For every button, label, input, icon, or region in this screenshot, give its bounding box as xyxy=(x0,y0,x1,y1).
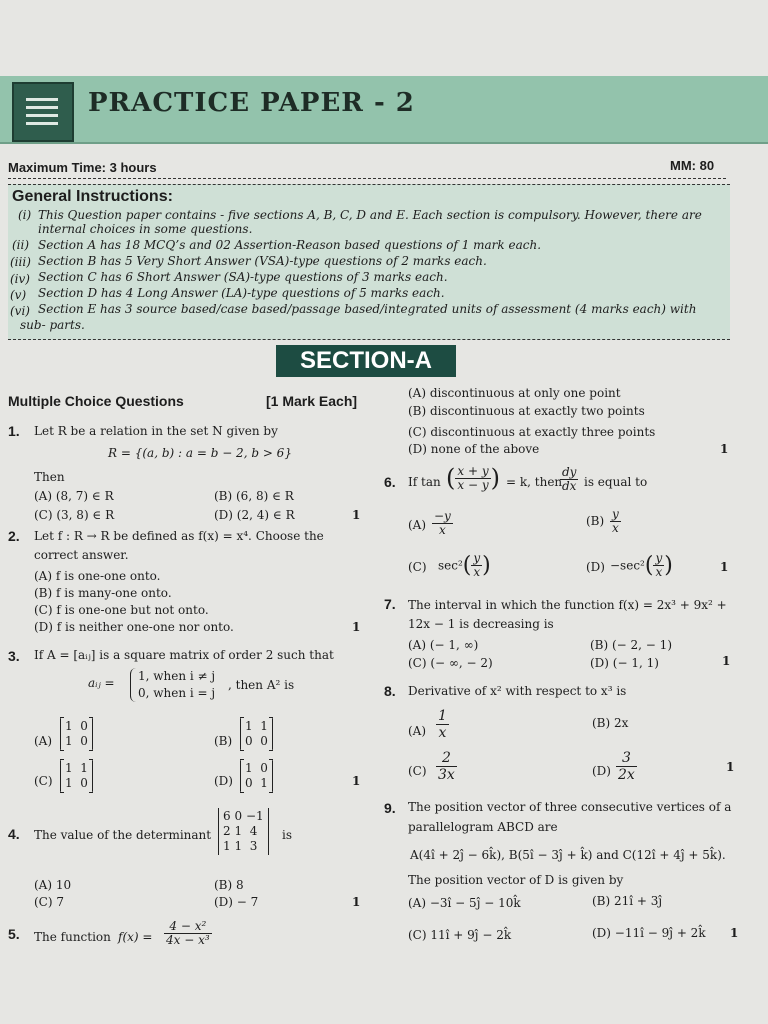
option-c: (C) (− ∞, − 2) xyxy=(408,656,493,670)
max-marks: MM: 80 xyxy=(670,158,715,173)
instruction-text: Section A has 18 MCQ’s and 02 Assertion-Reason based questions of 1 mark each. xyxy=(38,238,542,252)
tan-argument: ( $\frac{x + y}{x - y}$ ) xyxy=(446,463,500,492)
question-number: 8. xyxy=(384,683,396,699)
is-text: is xyxy=(282,828,292,842)
question-number: 3. xyxy=(8,648,20,664)
option-b: (B) 8 xyxy=(214,878,244,892)
brace xyxy=(130,668,137,702)
paper-icon xyxy=(12,82,74,142)
then-text: Then xyxy=(34,470,65,484)
option-d-label: (D) xyxy=(586,560,605,574)
option-c: (C) discontinuous at exactly three points xyxy=(408,425,656,439)
instruction-number: (i) xyxy=(18,208,32,222)
option-c-matrix: 1 1 1 0 xyxy=(60,760,93,792)
mark-value: 1 xyxy=(352,620,361,634)
question-text-cont: correct answer. xyxy=(34,548,129,562)
option-c: (C) f is one-one but not onto. xyxy=(34,603,209,617)
question-number: 7. xyxy=(384,596,396,612)
mark-value: 1 xyxy=(726,760,735,774)
option-b-fraction: $\frac{y}{x}$ xyxy=(612,507,619,535)
option-b-label: (B) xyxy=(214,734,233,748)
function-fraction: $\frac{\text{4 − x²}}{\text{4x − x³}}$ xyxy=(166,919,210,947)
option-d-expr: −sec²( $\frac{y}{x}$ ) xyxy=(610,551,673,579)
marks-each: [1 Mark Each] xyxy=(266,393,358,409)
instruction-text: Section D has 4 Long Answer (LA)-type questions of 5 marks each. xyxy=(38,286,445,300)
question-text-cont: parallelogram ABCD are xyxy=(408,820,558,834)
question-number: 4. xyxy=(8,826,20,842)
option-c-expr: sec²( $\frac{y}{x}$ ) xyxy=(438,551,491,579)
question-text: If tan xyxy=(408,475,441,489)
piecewise-case: 0, when i = j xyxy=(138,686,216,700)
option-b: (B) discontinuous at exactly two points xyxy=(408,404,645,418)
option-a: (A) (− 1, ∞) xyxy=(408,638,479,652)
option-a: (A) −3î − 5ĵ − 10k̂ xyxy=(408,896,521,910)
option-a-label: (A) xyxy=(34,734,53,748)
instruction-text: Section C has 6 Short Answer (SA)-type questions of 3 marks each. xyxy=(38,270,448,284)
option-c-label: (C) xyxy=(34,774,53,788)
option-a-fraction: $\frac{1}{x}$ xyxy=(438,708,447,741)
instruction-text-cont: sub- parts. xyxy=(20,318,85,332)
divider xyxy=(8,178,726,179)
option-d-fraction: $\frac{3}{2x}$ xyxy=(618,750,635,783)
option-a: (A) discontinuous at only one point xyxy=(408,386,621,400)
option-d-label: (D) xyxy=(214,774,233,788)
mark-value: 1 xyxy=(720,560,729,574)
mark-value: 1 xyxy=(730,926,739,940)
option-d: (D) −11î − 9ĵ + 2k̂ xyxy=(592,926,706,940)
option-d-matrix: 1 0 0 1 xyxy=(240,760,273,792)
option-b: (B) 2x xyxy=(592,716,629,730)
mark-value: 1 xyxy=(720,442,729,456)
instruction-text: This Question paper contains - five sections A, B, C, D and E. Each section is compulsory. However, there are xyxy=(38,208,702,222)
option-d-label: (D) xyxy=(592,764,611,778)
question-text-post: is equal to xyxy=(584,475,648,489)
option-d: (D) − 7 xyxy=(214,895,259,909)
mark-value: 1 xyxy=(722,654,731,668)
piecewise-tail: , then A² is xyxy=(228,678,295,692)
option-c-label: (C) xyxy=(408,764,427,778)
question-text: The function xyxy=(34,930,111,944)
question-text-line2: The position vector of D is given by xyxy=(408,873,624,887)
vertex-vectors: A(4î + 2ĵ − 6k̂), B(5î − 3ĵ + k̂) and C(12î + 4ĵ + 5k̂). xyxy=(410,848,726,862)
mark-value: 1 xyxy=(352,895,361,909)
question-text: Let f : R → R be defined as f(x) = x⁴. Choose the xyxy=(34,529,324,543)
option-c: (C) 11î + 9ĵ − 2k̂ xyxy=(408,928,512,942)
option-a: (A) 10 xyxy=(34,878,72,892)
question-text-mid: = k, then xyxy=(506,475,563,489)
question-text: The interval in which the function f(x) = 2x³ + 9x² + xyxy=(408,598,727,612)
option-b-label: (B) xyxy=(586,514,605,528)
relation-set: R = {(a, b) : a = b − 2, b > 6} xyxy=(108,446,292,460)
option-a-label: (A) xyxy=(408,724,427,738)
option-c-fraction: $\frac{2}{3x}$ xyxy=(438,750,455,783)
piecewise-lhs: aᵢⱼ = xyxy=(88,676,115,690)
max-time: Maximum Time: 3 hours xyxy=(8,160,157,175)
option-a: (A) (8, 7) ∈ R xyxy=(34,489,114,503)
instruction-number: (iv) xyxy=(10,272,30,286)
question-number: 9. xyxy=(384,800,396,816)
option-c: (C) 7 xyxy=(34,895,64,909)
option-d: (D) none of the above xyxy=(408,442,540,456)
instructions-heading: General Instructions: xyxy=(12,188,173,205)
option-d: (D) f is neither one-one nor onto. xyxy=(34,620,234,634)
option-b: (B) 21î + 3ĵ xyxy=(592,894,663,908)
option-b: (B) f is many-one onto. xyxy=(34,586,172,600)
question-number: 2. xyxy=(8,528,20,544)
determinant: 6 0 −1 2 1 4 1 1 3 xyxy=(218,808,269,855)
instruction-number: (v) xyxy=(10,288,27,302)
mark-value: 1 xyxy=(352,774,361,788)
function-lhs: f(x) = xyxy=(118,930,153,944)
section-subheading: Multiple Choice Questions xyxy=(8,393,184,409)
option-b: (B) (6, 8) ∈ R xyxy=(214,489,294,503)
question-text: Let R be a relation in the set N given by xyxy=(34,424,278,438)
option-c: (C) (3, 8) ∈ R xyxy=(34,508,115,522)
option-d: (D) (2, 4) ∈ R xyxy=(214,508,295,522)
option-a-matrix: 1 0 1 0 xyxy=(60,718,93,750)
piecewise-case: 1, when i ≠ j xyxy=(138,669,216,683)
option-c-label: (C) xyxy=(408,560,427,574)
derivative-fraction: $\frac{dy}{dx}$ xyxy=(562,465,577,493)
option-a-label: (A) xyxy=(408,518,427,532)
option-b-matrix: 1 1 0 0 xyxy=(240,718,273,750)
question-number: 5. xyxy=(8,926,20,942)
instruction-text: Section B has 5 Very Short Answer (VSA)-type questions of 2 marks each. xyxy=(38,254,487,268)
instruction-number: (vi) xyxy=(10,304,30,318)
question-text: The value of the determinant xyxy=(34,828,212,842)
instruction-text: Section E has 3 source based/case based/passage based/integrated units of assessment (4 marks each) with xyxy=(38,302,697,316)
question-text: Derivative of x² with respect to x³ is xyxy=(408,684,627,698)
section-title: SECTION-A xyxy=(276,345,456,377)
question-text-cont: 12x − 1 is decreasing is xyxy=(408,617,554,631)
page-title: PRACTICE PAPER - 2 xyxy=(88,88,415,118)
option-a-fraction: $\frac{-y}{x}$ xyxy=(434,509,451,537)
instruction-text-cont: internal choices in some questions. xyxy=(38,222,253,236)
mark-value: 1 xyxy=(352,508,361,522)
option-d: (D) (− 1, 1) xyxy=(590,656,659,670)
question-text: The position vector of three consecutive vertices of a xyxy=(408,800,732,814)
option-b: (B) (− 2, − 1) xyxy=(590,638,672,652)
instruction-number: (iii) xyxy=(10,255,31,269)
question-number: 1. xyxy=(8,423,20,439)
question-text: If A = [aᵢⱼ] is a square matrix of order 2 such that xyxy=(34,648,334,662)
instruction-number: (ii) xyxy=(12,238,30,252)
question-number: 6. xyxy=(384,474,396,490)
option-a: (A) f is one-one onto. xyxy=(34,569,161,583)
